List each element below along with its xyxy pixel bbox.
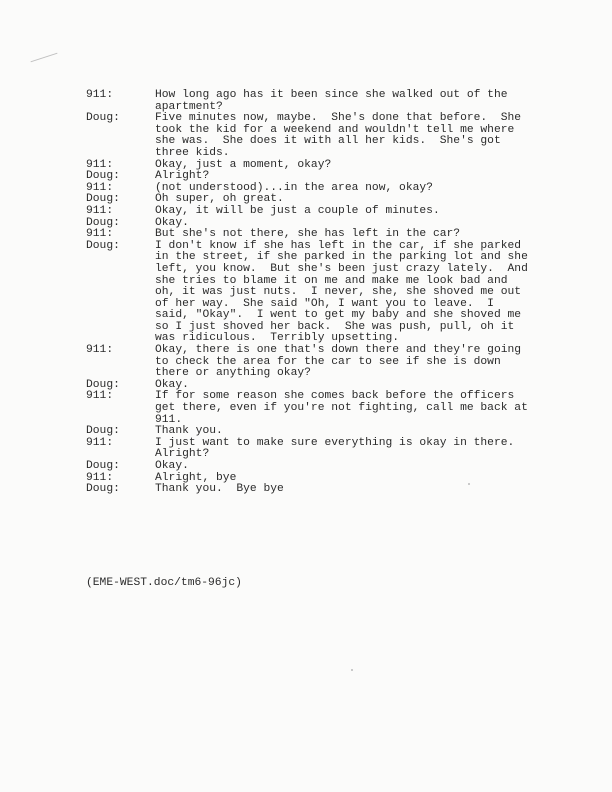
speaker-label [86, 310, 155, 322]
speaker-label [86, 287, 155, 299]
utterance-text: in the street, if she parked in the parking lot and she [155, 251, 528, 264]
speaker-label: 911: [86, 436, 114, 449]
utterance-text: Okay. [155, 216, 189, 229]
utterance-text: Okay, just a moment, okay? [155, 158, 332, 171]
speaker-label: Doug: [86, 460, 120, 472]
utterance-text: of her way. She said "Oh, I want you to leave. I [155, 297, 494, 310]
speaker-label [86, 322, 155, 334]
utterance-text: Oh super, oh great. [155, 193, 284, 206]
utterance-text: said, "Okay". I went to get my baby and she shoved me [155, 309, 522, 322]
speaker-label: Doug: [86, 216, 120, 229]
utterance-text: 911. [155, 413, 183, 426]
speaker-label [86, 136, 155, 148]
utterance-text: left, you know. But she's been just crazy lately. And [155, 262, 528, 275]
transcript-line [86, 264, 586, 276]
utterance-text: Okay, there is one that's down there and they're going [155, 344, 522, 357]
speaker-label [86, 252, 155, 264]
transcript-line [86, 148, 586, 160]
scan-mark [31, 53, 58, 63]
speaker-label: 911: [86, 89, 114, 101]
transcript-line [86, 90, 586, 102]
speaker-label [86, 357, 155, 369]
utterance-text: (not understood)...in the area now, okay? [155, 181, 433, 194]
speaker-label: Doug: [86, 378, 120, 391]
utterance-text: If for some reason she comes back before the officers [155, 390, 515, 403]
transcript-line [86, 229, 586, 241]
speaker-label: Doug: [86, 112, 120, 125]
speaker-label [86, 125, 155, 137]
utterance-text: so I just shoved her back. She was push, pull, oh it [155, 320, 515, 333]
speaker-label: 911: [86, 228, 114, 241]
speaker-label [86, 403, 155, 415]
utterance-text: she tries to blame it on me and make me look bad and [155, 274, 508, 287]
transcript-line [86, 403, 586, 415]
utterance-text: Alright? [155, 170, 210, 183]
scan-dust [351, 669, 353, 671]
speaker-label: Doug: [86, 483, 120, 496]
speaker-label: 911: [86, 158, 114, 171]
utterance-text: I don't know if she has left in the car, if she parked [155, 239, 522, 252]
speaker-label: 911: [86, 471, 114, 484]
utterance-text: Okay. [155, 460, 189, 472]
speaker-label: 911: [86, 390, 114, 403]
transcript-line [86, 206, 586, 218]
speaker-label [86, 276, 155, 288]
utterance-text: Alright? [155, 448, 210, 461]
utterance-text: she was. She does it with all her kids. She's got [155, 135, 501, 148]
utterance-text: Okay. [155, 378, 189, 391]
utterance-text: there or anything okay? [155, 367, 311, 380]
utterance-text: to check the area for the car to see if she is down [155, 355, 501, 368]
speaker-label: Doug: [86, 170, 120, 183]
speaker-label [86, 264, 155, 276]
transcript-line [86, 287, 586, 299]
utterance-text: three kids. [155, 146, 230, 159]
speaker-label: 911: [86, 181, 114, 194]
speaker-label: 911: [86, 204, 114, 217]
speaker-label [86, 299, 155, 311]
utterance-text: Thank you. [155, 425, 223, 438]
utterance-text: took the kid for a weekend and wouldn't tell me where [155, 123, 515, 136]
speaker-label: Doug: [86, 425, 120, 438]
speaker-label [86, 148, 155, 160]
utterance-text: But she's not there, she has left in the car? [155, 228, 461, 241]
transcript [86, 90, 586, 496]
utterance-text: oh, it was just nuts. I never, she, she shoved me out [155, 286, 522, 299]
utterance-text: I just want to make sure everything is okay in there. [155, 436, 515, 449]
utterance-text: Alright, bye [155, 471, 237, 484]
utterance-text: get there, even if you're not fighting, call me back at [155, 402, 528, 415]
speaker-label: 911: [86, 344, 114, 357]
transcript-line [86, 484, 586, 496]
transcript-line [86, 171, 586, 183]
transcript-line [86, 345, 586, 357]
speaker-label: Doug: [86, 239, 120, 252]
utterance-text: Okay, it will be just a couple of minutes. [155, 204, 440, 217]
utterance-text: apartment? [155, 100, 223, 113]
utterance-text: Thank you. Bye bye [155, 483, 284, 496]
speaker-label: Doug: [86, 193, 120, 206]
transcript-line [86, 461, 586, 473]
utterance-text: Five minutes now, maybe. She's done that before. She [155, 112, 522, 125]
file-reference: (EME-WEST.doc/tm6-96jc) [86, 577, 242, 589]
utterance-text: How long ago has it been since she walked out of the [155, 89, 508, 101]
utterance-text: was ridiculous. Terribly upsetting. [155, 332, 400, 345]
